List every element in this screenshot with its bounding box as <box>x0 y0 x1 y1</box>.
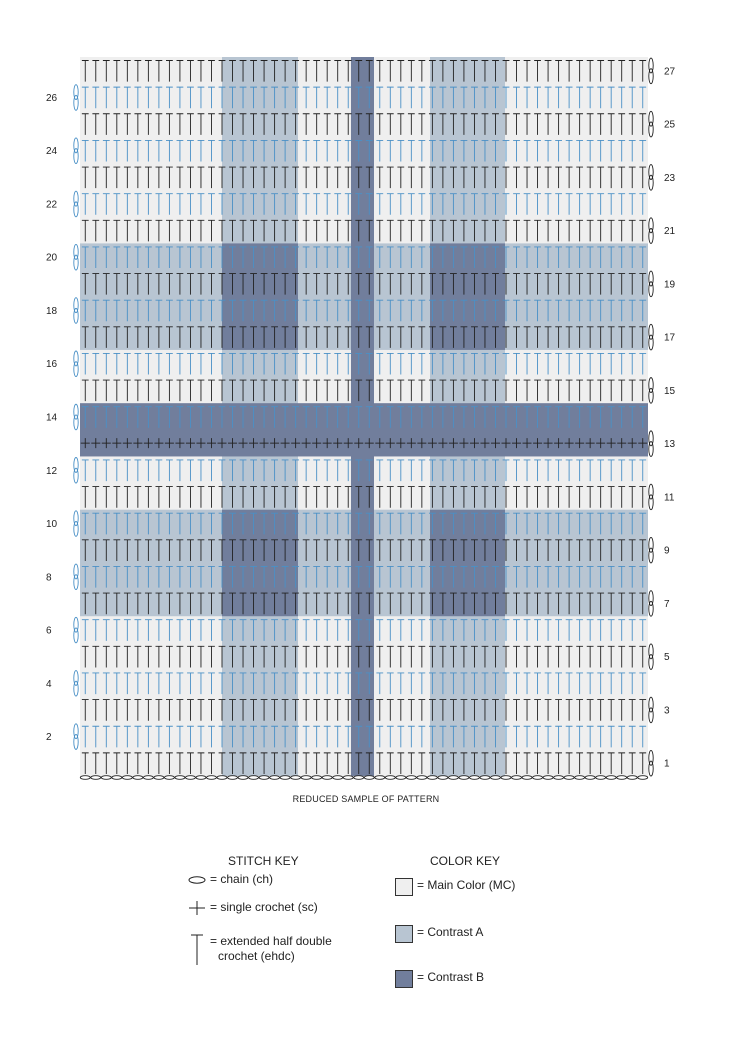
single-crochet-symbol-icon <box>186 900 208 916</box>
turning-chain <box>649 591 653 617</box>
row-label-left: 24 <box>46 146 58 158</box>
row-label-left: 6 <box>46 625 52 637</box>
contrast-b-block <box>222 243 298 350</box>
foundation-chain <box>80 776 647 780</box>
row-label-right: 5 <box>664 652 670 664</box>
contrast-b-band <box>80 403 648 456</box>
contrast-b-block <box>222 510 298 617</box>
row-label-left: 20 <box>46 252 58 264</box>
ehdc-symbol-icon <box>186 934 208 966</box>
main-color-label: = Main Color (MC) <box>417 878 516 892</box>
row-label-left: 16 <box>46 359 58 371</box>
row-label-left: 18 <box>46 305 58 317</box>
row-label-right: 27 <box>664 66 676 78</box>
contrast-b-label: = Contrast B <box>417 970 485 984</box>
turning-chain <box>649 324 653 350</box>
turning-chain <box>74 404 78 430</box>
turning-chain <box>74 458 78 484</box>
color-key-title: COLOR KEY <box>430 854 501 868</box>
turning-chain <box>649 218 653 244</box>
row-label-right: 1 <box>664 758 670 770</box>
turning-chain <box>649 165 653 191</box>
row-label-left: 26 <box>46 92 58 104</box>
turning-chain <box>649 484 653 510</box>
row-label-left: 14 <box>46 412 58 424</box>
stitch-key-ehdc <box>186 934 332 966</box>
turning-chain <box>74 244 78 270</box>
ehdc-label-line1: = extended half double <box>210 934 332 948</box>
row-label-left: 10 <box>46 519 58 531</box>
row-label-right: 25 <box>664 119 676 131</box>
stitch-key-sc <box>186 900 318 916</box>
row-label-right: 23 <box>664 172 676 184</box>
row-label-right: 21 <box>664 226 676 238</box>
row-label-right: 19 <box>664 279 676 291</box>
turning-chain <box>74 671 78 697</box>
color-key-mc <box>395 878 515 896</box>
ehdc-label-line2: crochet (ehdc) <box>218 949 295 963</box>
row-label-left: 4 <box>46 678 52 690</box>
contrast-b-block <box>430 243 505 350</box>
row-label-right: 9 <box>664 545 670 557</box>
color-key-a <box>395 925 483 943</box>
turning-chain <box>649 378 653 404</box>
chain-label: = chain (ch) <box>210 872 274 886</box>
turning-chain <box>649 431 653 457</box>
turning-chain <box>74 138 78 164</box>
color-key-b <box>395 970 484 988</box>
turning-chain <box>74 564 78 590</box>
row-label-left: 12 <box>46 465 58 477</box>
turning-chain <box>649 697 653 723</box>
turning-chain <box>74 511 78 537</box>
turning-chain <box>74 191 78 217</box>
row-label-left: 2 <box>46 732 52 744</box>
turning-chain <box>649 537 653 563</box>
turning-chain <box>649 644 653 670</box>
turning-chain <box>649 58 653 84</box>
stitch-key-chain <box>186 872 273 888</box>
contrast-a-label: = Contrast A <box>417 925 484 939</box>
row-label-right: 11 <box>664 492 675 504</box>
turning-chain <box>74 724 78 750</box>
row-label-right: 17 <box>664 332 676 344</box>
single-crochet-label: = single crochet (sc) <box>210 900 318 914</box>
row-label-right: 13 <box>664 439 676 451</box>
row-label-right: 7 <box>664 598 670 610</box>
turning-chain <box>74 617 78 643</box>
turning-chain <box>649 111 653 137</box>
contrast-a-swatch <box>395 925 413 943</box>
row-label-right: 15 <box>664 385 676 397</box>
chart-caption: REDUCED SAMPLE OF PATTERN <box>292 794 440 804</box>
chain-symbol-icon <box>186 872 208 888</box>
turning-chain <box>74 351 78 377</box>
main-color-swatch <box>395 878 413 896</box>
contrast-b-swatch <box>395 970 413 988</box>
row-label-right: 3 <box>664 705 670 717</box>
turning-chain <box>74 85 78 111</box>
turning-chain <box>74 298 78 324</box>
row-label-left: 8 <box>46 572 52 584</box>
turning-chain <box>649 271 653 297</box>
stitch-key-title: STITCH KEY <box>228 854 299 868</box>
contrast-b-block <box>430 510 505 617</box>
turning-chain <box>649 750 653 776</box>
row-label-left: 22 <box>46 199 58 211</box>
